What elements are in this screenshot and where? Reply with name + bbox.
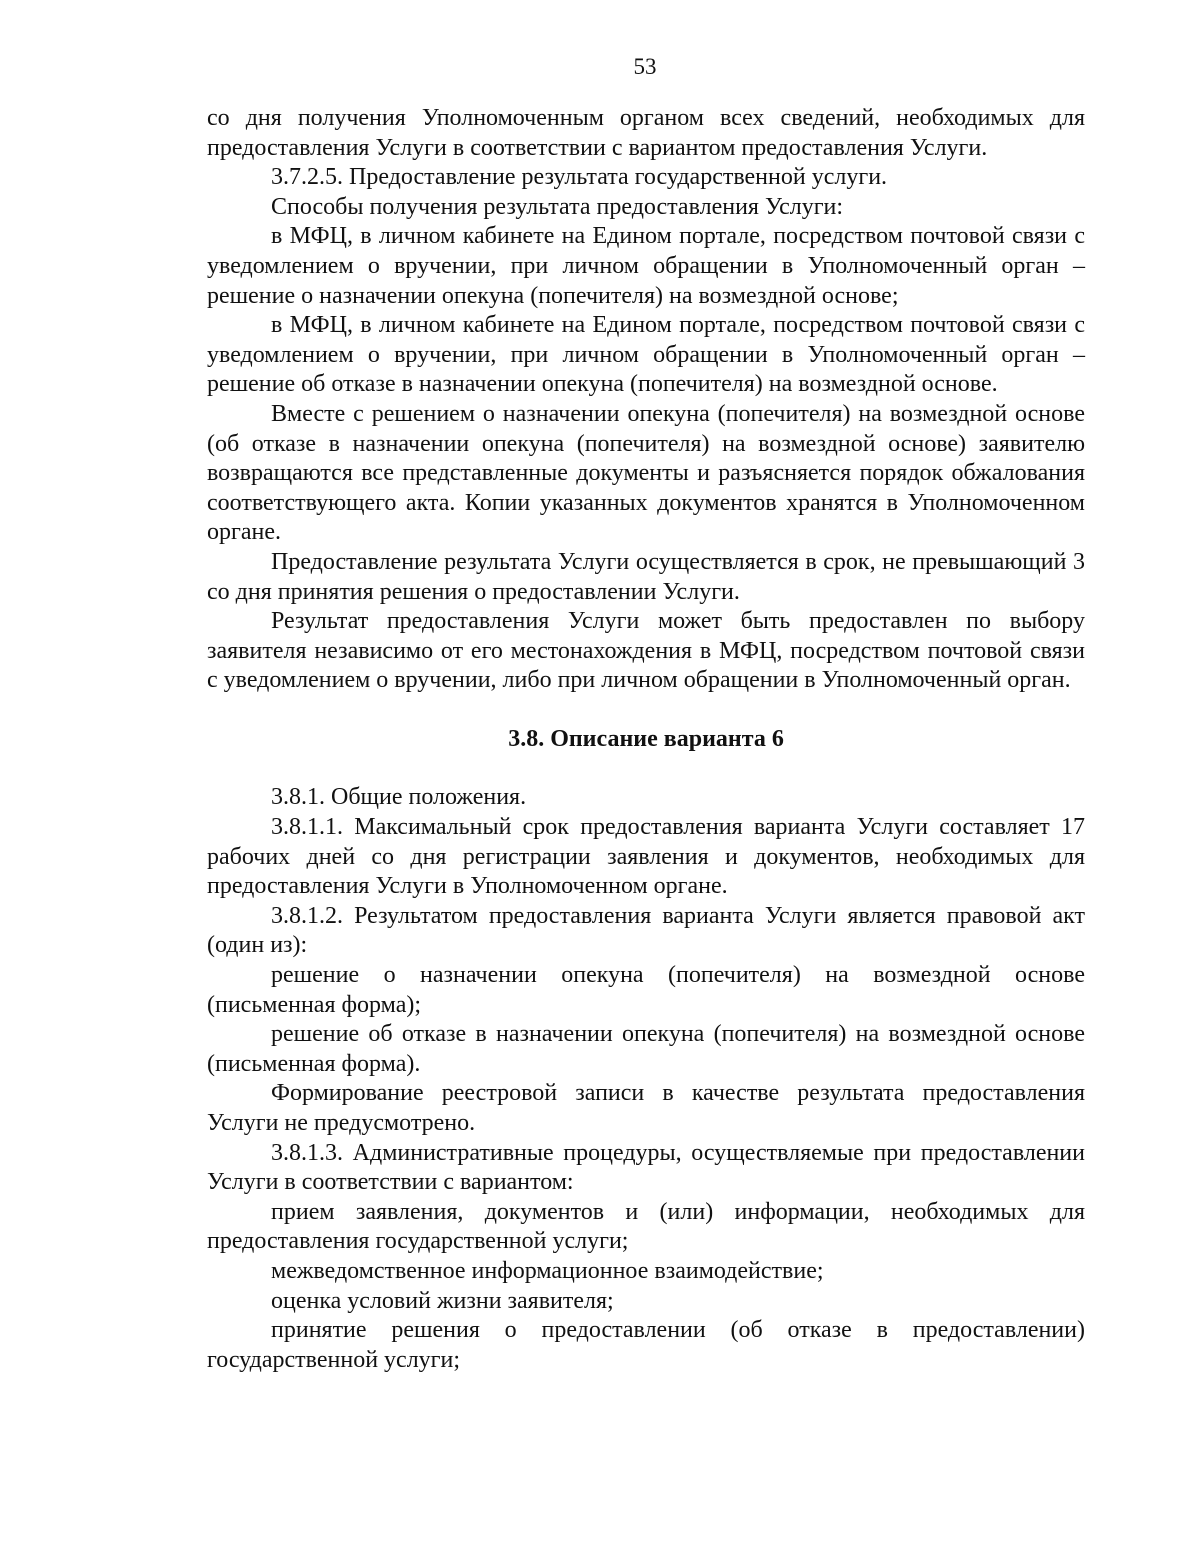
paragraph: 3.8.1.3. Административные процедуры, осуществляемые при предоставлении Услуги в соответствии с вариантом:	[207, 1139, 1085, 1196]
paragraph: Формирование реестровой записи в качестве результата предоставления Услуги не предусмотрено.	[207, 1080, 1085, 1136]
section-3-8-text	[207, 783, 1085, 1375]
section-heading: 3.8. Описание варианта 6	[508, 725, 784, 752]
paragraph: решение об отказе в назначении опекуна (попечителя) на возмездной основе (письменная форма).	[207, 1021, 1085, 1077]
paragraph: межведомственное информационное взаимодействие;	[271, 1257, 824, 1284]
paragraph: в МФЦ, в личном кабинете на Едином портале, посредством почтовой связи с уведомлением о вручении, при личном обращении в Уполномоченный орган – решение об отказе в назначении опекуна (попечителя) на возмездной основе.	[207, 312, 1085, 398]
section-3-7-text	[207, 104, 1085, 696]
document-body	[207, 104, 1085, 1375]
paragraph: 3.8.1. Общие положения.	[271, 784, 527, 811]
paragraph: со дня получения Уполномоченным органом всех сведений, необходимых для предоставления Услуги в соответствии с вариантом предоставления Услуги.	[207, 105, 1085, 161]
paragraph: Вместе с решением о назначении опекуна (попечителя) на возмездной основе (об отказе в назначении опекуна (попечителя) на возмездной основе) заявителю возвращаются все представленные документы и разъясняется порядок обжалования соответствующего акта. Копии указанных документов хранятся в Уполномоченном органе.	[207, 400, 1085, 546]
paragraph: принятие решения о предоставлении (об отказе в предоставлении) государственной услуги;	[207, 1317, 1085, 1373]
paragraph: Способы получения результата предоставления Услуги:	[271, 193, 844, 220]
paragraph: 3.7.2.5. Предоставление результата государственной услуги.	[271, 164, 888, 191]
paragraph: Предоставление результата Услуги осуществляется в срок, не превышающий 3 со дня принятия решения о предоставлении Услуги.	[207, 548, 1085, 605]
paragraph: оценка условий жизни заявителя;	[271, 1287, 614, 1314]
paragraph: решение о назначении опекуна (попечителя) на возмездной основе (письменная форма);	[207, 962, 1085, 1018]
paragraph: прием заявления, документов и (или) информации, необходимых для предоставления государственной услуги;	[207, 1198, 1085, 1255]
page-number: 53	[633, 54, 657, 79]
paragraph: Результат предоставления Услуги может быть предоставлен по выбору заявителя независимо от его местонахождения в МФЦ, посредством почтовой связи с уведомлением о вручении, либо при личном обращении в Уполномоченный орган.	[207, 608, 1085, 694]
paragraph: 3.8.1.1. Максимальный срок предоставления варианта Услуги составляет 17 рабочих дней со дня регистрации заявления и документов, необходимых для предоставления Услуги в Уполномоченном органе.	[207, 814, 1085, 900]
paragraph: 3.8.1.2. Результатом предоставления варианта Услуги является правовой акт (один из):	[207, 902, 1085, 959]
paragraph: в МФЦ, в личном кабинете на Едином портале, посредством почтовой связи с уведомлением о вручении, при личном обращении в Уполномоченный орган – решение о назначении опекуна (попечителя) на возмездной основе;	[207, 223, 1085, 309]
